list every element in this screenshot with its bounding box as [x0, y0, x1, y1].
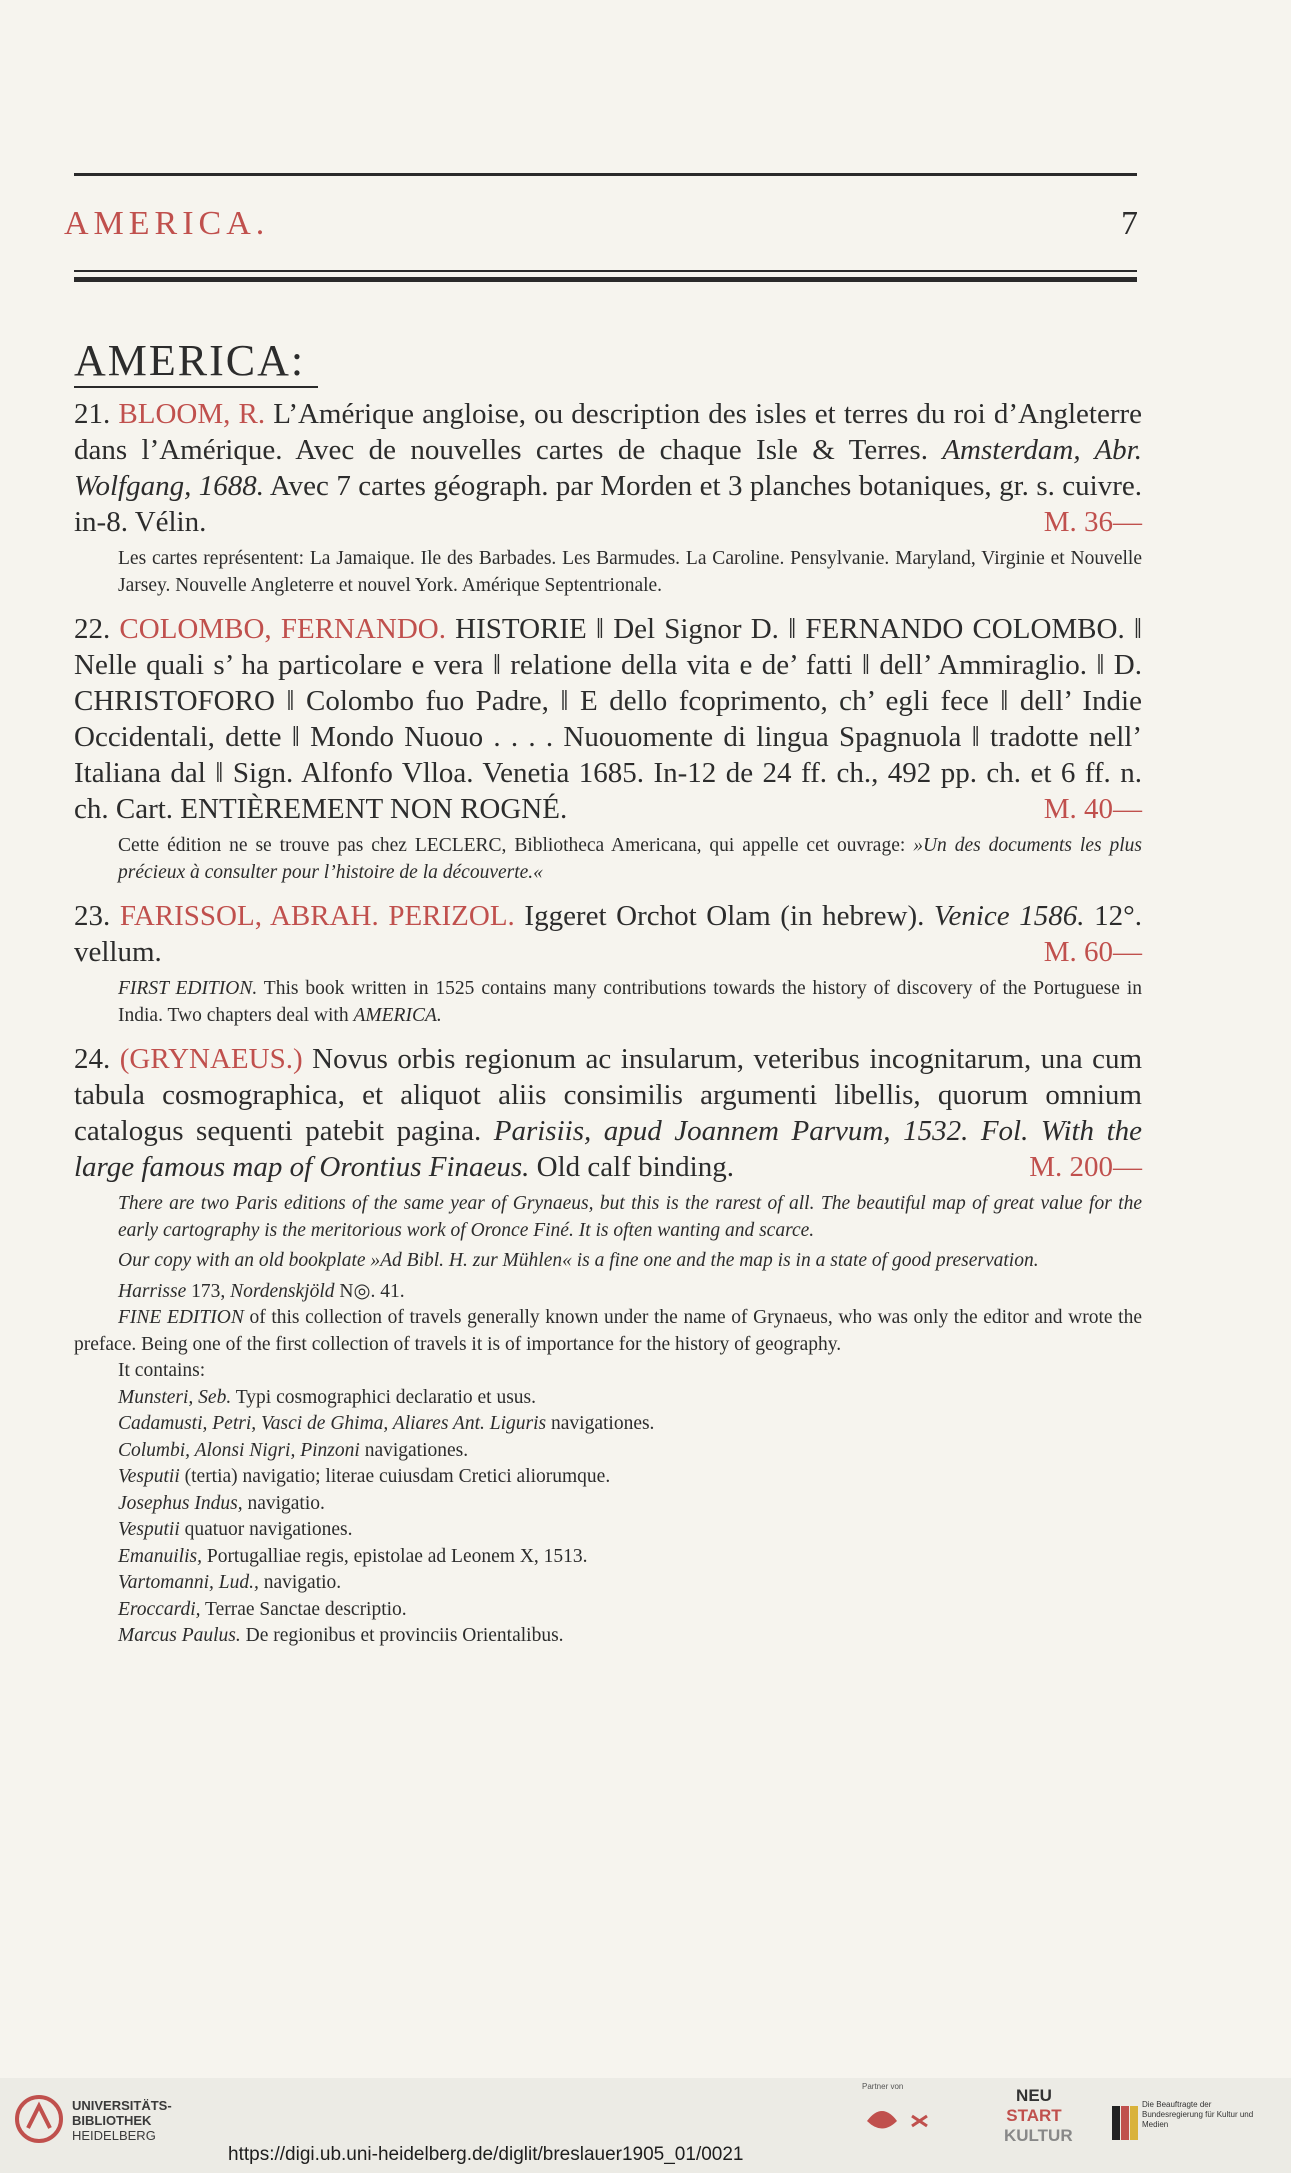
partner-label: Partner von	[862, 2082, 904, 2091]
entry-main: 22. COLOMBO, FERNANDO. HISTORIE ‖ Del Signor D. ‖ FERNANDO COLOMBO. ‖ Nelle quali s’ ha particolare e vera ‖ relatione della vita e de’ fatti ‖ dell’ Ammiraglio. ‖ D. CHRISTOFORO ‖ Colombo fuo Padre, ‖ E dello fcoprimento, ch’ egli fece ‖ dell’ Indie Occidentali, dette ‖ Mondo Nuouo . . . . Nuouomente di lingua Spagnuola ‖ tradotte nell’ Italiana dal ‖ Sign. Alfonfo Vlloa. Venetia 1685. In-12 de 24 ff. ch., 492 pp. ch. et 6 ff. n. ch. Cart. ENTIÈREMENT NON ROGNÉ. M. 40—	[74, 613, 1143, 825]
entry-main: 23. FARISSOL, ABRAH. PERIZOL. Iggeret Orchot Olam (in hebrew). Venice 1586. 12°. vellum. M. 60—	[74, 900, 1142, 968]
entry-number: 24.	[74, 1043, 111, 1075]
entry-main: 24. (GRYNAEUS.) Novus orbis regionum ac insularum, veteribus incognitarum, una cum tabula cosmographica, et aliquot aliis consimilis argumenti libellis, quorum omnium catalogus sequenti patebit pagina. Parisiis, apud Joannem Parvum, 1532. Fol. With the large famous map of Orontius Finaeus. Old calf binding. M. 200—	[74, 1043, 1143, 1183]
permalink[interactable]: https://digi.ub.uni-heidelberg.de/diglit/breslauer1905_01/0021	[228, 2144, 744, 2165]
entry-note: There are two Paris editions of the same year of Grynaeus, but this is the rarest of all. The beautiful map of great value for the early cartography is the meritorious work of Oronce Finé. It is often wanting and scarce.	[118, 1193, 1142, 1241]
top-rule	[74, 173, 1137, 176]
entry-number: 22.	[74, 613, 111, 645]
entry-author: COLOMBO, FERNANDO.	[119, 613, 446, 645]
library-name[interactable]: UNIVERSITÄTS- BIBLIOTHEK HEIDELBERG	[72, 2098, 172, 2143]
partner-logo-icon[interactable]	[862, 2096, 972, 2146]
contents-intro: It contains:	[118, 1360, 206, 1381]
entry-note: Our copy with an old bookplate »Ad Bibl. H. zur Mühlen« is a fine one and the map is in a state of good preservation.	[118, 1250, 1039, 1271]
entry-author: (GRYNAEUS.)	[119, 1043, 303, 1075]
catalog-entry	[74, 611, 1142, 886]
entry-price: M. 200—	[1029, 1151, 1142, 1183]
list-item: Munsteri, Seb. Typi cosmographici declaratio et usus.	[118, 1386, 536, 1408]
contents-list	[74, 1385, 1142, 1650]
university-seal-icon	[14, 2094, 64, 2144]
neustart-kultur-logo[interactable]: NEU START KULTUR	[1004, 2086, 1073, 2145]
entry-author: BLOOM, R.	[118, 398, 266, 430]
running-head	[64, 205, 1138, 257]
entry-price: M. 60—	[1043, 936, 1142, 968]
entry-note: FIRST EDITION. This book written in 1525 contains many contributions towards the history of discovery of the Portuguese in India. Two chapters deal with AMERICA.	[118, 978, 1142, 1026]
entry-author: FARISSOL, ABRAH. PERIZOL.	[119, 900, 515, 932]
entry-number: 23.	[74, 900, 111, 932]
entry-number: 21.	[74, 398, 111, 430]
list-item: Cadamusti, Petri, Vasci de Ghima, Aliares Ant. Liguris navigationes.	[118, 1413, 655, 1434]
entry-note: Cette édition ne se trouve pas chez LECLERC, Bibliotheca Americana, qui appelle cet ouvrage: »Un des documents les plus précieux à consulter pour l’histoire de la découverte.«	[118, 835, 1142, 883]
entry-price: M. 36—	[1043, 506, 1142, 538]
entry-imprint: Venice 1586.	[934, 900, 1085, 932]
list-item: Vesputii quatuor navigationes.	[118, 1519, 353, 1540]
page-number: 7	[1121, 205, 1138, 242]
list-item: Vartomanni, Lud., navigatio.	[118, 1572, 342, 1593]
section-title: AMERICA:	[74, 336, 306, 385]
federal-eagle-icon	[1112, 2106, 1138, 2140]
running-title: AMERICA.	[64, 205, 270, 242]
catalog-entry	[74, 898, 1142, 1029]
catalog-entries	[74, 396, 1142, 1650]
entry-imprint: Amsterdam, Abr. Wolfgang, 1688.	[74, 434, 1142, 502]
entry-note: FINE EDITION of this collection of travels generally known under the name of Grynaeus, who was only the editor and wrote the preface. Being one of the first collection of travels it is of importance for the history of geography.	[74, 1307, 1142, 1355]
double-rule-thick	[74, 277, 1137, 282]
list-item: Marcus Paulus. De regionibus et provinciis Orientalibus.	[118, 1625, 564, 1646]
entry-imprint: Parisiis, apud Joannem Parvum, 1532. Fol. With the large famous map of Orontius Finaeus.	[74, 1115, 1143, 1183]
catalog-entry	[74, 396, 1142, 599]
entry-note: Les cartes représentent: La Jamaique. Ile des Barbades. Les Barmudes. La Caroline. Pensylvanie. Maryland, Virginie et Nouvelle Jarsey. Nouvelle Angleterre et nouvel York. Amérique Septentrionale.	[118, 548, 1142, 596]
entry-main: 21. BLOOM, R. L’Amérique angloise, ou description des isles et terres du roi d’Angleterre dans l’Amérique. Avec de nouvelles cartes de chaque Isle & Terres. Amsterdam, Abr. Wolfgang, 1688. Avec 7 cartes géograph. par Morden et 3 planches botaniques, gr. s. cuivre. in-8. Vélin. M. 36—	[74, 398, 1143, 538]
list-item: Emanuilis, Portugalliae regis, epistolae ad Leonem X, 1513.	[118, 1545, 588, 1567]
section-underline	[74, 386, 318, 388]
catalog-entry	[74, 1041, 1142, 1650]
bkm-label[interactable]: Die Beauftragte der Bundesregierung für Kultur und Medien	[1142, 2100, 1254, 2129]
list-item: Vesputii (tertia) navigatio; literae cuiusdam Cretici aliorumque.	[118, 1466, 611, 1487]
double-rule-thin	[74, 270, 1137, 272]
list-item: Eroccardi, Terrae Sanctae descriptio.	[118, 1598, 407, 1620]
list-item: Josephus Indus, navigatio.	[118, 1492, 325, 1514]
list-item: Columbi, Alonsi Nigri, Pinzoni navigationes.	[118, 1439, 469, 1461]
entry-price: M. 40—	[1043, 793, 1142, 825]
entry-note: Harrisse 173, Nordenskjöld N◎. 41.	[118, 1280, 405, 1302]
viewer-footer	[0, 2078, 1291, 2173]
